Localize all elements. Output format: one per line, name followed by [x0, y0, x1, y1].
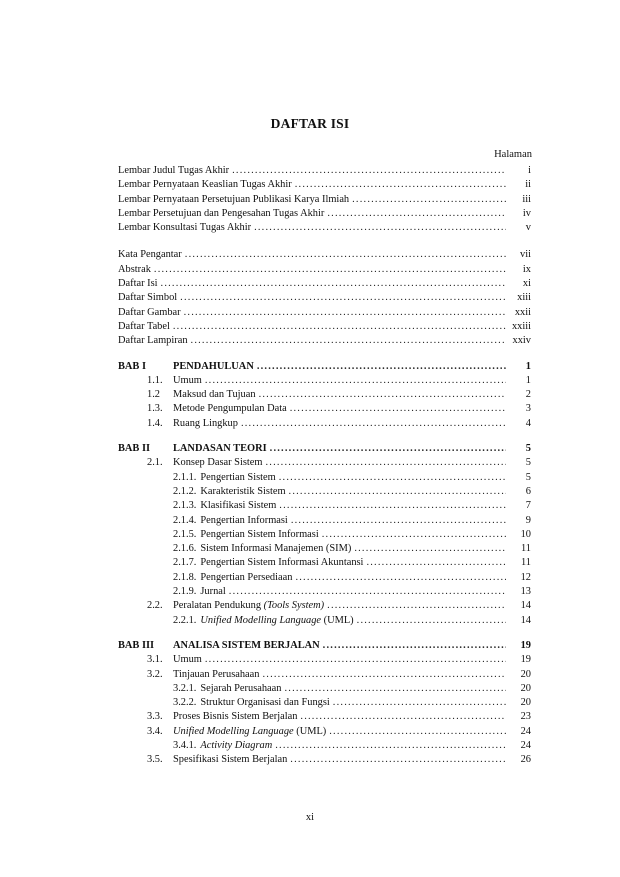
dot-leader — [173, 320, 506, 334]
toc-entry-label-text: Lembar Konsultasi Tugas Akhir — [118, 222, 252, 234]
toc-entry-label — [118, 248, 182, 262]
toc-entry-page: iv — [522, 207, 531, 219]
dot-leader — [366, 556, 506, 570]
toc-entry-label — [118, 306, 181, 320]
toc-entry-label — [173, 388, 256, 402]
toc-entry-label — [118, 193, 349, 207]
toc-entry-label-text: Umum — [173, 374, 202, 386]
toc-entry-page: ii — [525, 179, 531, 191]
toc-entry — [118, 291, 531, 305]
toc-entry-page: vii — [520, 249, 531, 261]
dot-leader — [295, 178, 506, 192]
toc-entry-number: 1.3. — [147, 403, 163, 415]
toc-entry-label-text: Pengertian Sistem Informasi — [200, 528, 319, 540]
toc-section-entry — [118, 614, 531, 628]
toc-entry-page: xi — [522, 278, 531, 290]
dot-leader — [279, 499, 506, 513]
toc-entry-label-text: Daftar Tabel — [118, 320, 170, 332]
toc-entry-label — [173, 639, 320, 653]
toc-entry-page: 20 — [520, 682, 531, 694]
toc-section-entry — [118, 388, 531, 402]
toc-entry-label-text: Pengertian Persediaan — [200, 571, 293, 583]
toc-entry-label — [173, 456, 262, 470]
toc-entry-number: 2.1.6. — [173, 543, 197, 555]
toc-section-entry — [118, 556, 531, 570]
dot-leader — [265, 456, 506, 470]
toc-entry-label-text: Pengertian Sistem — [200, 471, 276, 483]
toc-section-entry — [118, 528, 531, 542]
toc-entry-number: 3.5. — [147, 754, 163, 766]
dot-leader — [289, 485, 506, 499]
toc-entry-label-text: Metode Pengumpulan Data — [173, 403, 287, 415]
toc-entry-number: 3.1. — [147, 654, 163, 666]
toc-entry-label — [200, 614, 353, 628]
toc-entry-number: 3.2. — [147, 668, 163, 680]
dot-leader — [327, 207, 506, 221]
toc-entry-label-italic: Unified Modelling Language — [200, 614, 322, 626]
toc-entry — [118, 221, 531, 235]
toc-entry-label-text: Lembar Persetujuan dan Pengesahan Tugas Akhir — [118, 207, 325, 219]
toc-entry-label — [118, 291, 177, 305]
toc-section-entry — [118, 571, 531, 585]
toc-entry-number: 1.2 — [147, 389, 160, 401]
toc-entry-label — [200, 528, 318, 542]
dot-leader — [354, 542, 506, 556]
toc-chapter-heading — [118, 442, 531, 456]
toc-entry-number: 2.2. — [147, 600, 163, 612]
toc-entry-page: 19 — [520, 639, 531, 651]
toc-entry-label-text: Klasifikasi Sistem — [200, 500, 277, 512]
toc-entry-page: 23 — [520, 711, 531, 723]
toc-entry-label-italic: Activity Diagram — [200, 739, 273, 751]
toc-entry-label-text: Daftar Lampiran — [118, 335, 188, 347]
toc-entry — [118, 277, 531, 291]
toc-entry-number: 3.3. — [147, 711, 163, 723]
toc-entry-label — [173, 668, 259, 682]
toc-entry — [118, 320, 531, 334]
toc-entry-page: v — [525, 222, 531, 234]
toc-entry-label-text: Daftar Isi — [118, 278, 158, 290]
toc-entry-label-text: ANALISA SISTEM BERJALAN — [173, 639, 320, 651]
table-of-contents — [118, 164, 531, 768]
toc-section-entry — [118, 682, 531, 696]
toc-entry-number: 2.1.1. — [173, 471, 197, 483]
page-title: DAFTAR ISI — [270, 116, 350, 131]
toc-entry-label — [200, 499, 276, 513]
toc-entry-page: xxiv — [512, 335, 531, 347]
toc-entry-label-italic: Unified Modelling Language — [173, 725, 294, 737]
toc-entry-label-text: PENDAHULUAN — [173, 360, 254, 372]
toc-entry-page: iii — [522, 193, 531, 205]
dot-leader — [241, 417, 506, 431]
toc-entry-page: 2 — [525, 389, 531, 401]
toc-entry-page: xiii — [517, 292, 531, 304]
toc-entry-page: 24 — [520, 739, 531, 751]
toc-entry-label-text: Tinjauan Perusahaan — [173, 668, 260, 680]
toc-entry-label — [173, 599, 324, 613]
toc-entry-label — [200, 739, 272, 753]
toc-entry-label-text: Konsep Dasar Sistem — [173, 457, 263, 469]
dot-leader — [357, 614, 506, 628]
dot-leader — [262, 668, 506, 682]
toc-entry — [118, 306, 531, 320]
dot-leader — [229, 585, 506, 599]
toc-entry-page: 24 — [520, 725, 531, 737]
toc-entry-label-text: Peralatan Pendukung — [173, 600, 264, 612]
dot-leader — [259, 388, 506, 402]
toc-entry-number: 2.1.8. — [173, 571, 197, 583]
toc-entry-label — [200, 556, 363, 570]
toc-entry-page: 4 — [525, 417, 531, 429]
toc-entry-label-text: Proses Bisnis Sistem Berjalan — [173, 711, 298, 723]
toc-entry-label-text: Pengertian Sistem Informasi Akuntansi — [200, 557, 364, 569]
dot-leader — [257, 360, 506, 374]
toc-entry-label — [200, 485, 285, 499]
dot-leader — [184, 306, 506, 320]
toc-entry-page: 20 — [520, 697, 531, 709]
toc-entry-label — [173, 710, 297, 724]
toc-entry-label — [200, 514, 287, 528]
dot-leader — [291, 514, 506, 528]
toc-entry-label-text: Struktur Organisasi dan Fungsi — [200, 697, 330, 709]
dot-leader — [161, 277, 506, 291]
toc-entry — [118, 263, 531, 277]
toc-entry-number: 2.1.3. — [173, 500, 197, 512]
toc-section-entry — [118, 514, 531, 528]
toc-entry-label — [200, 682, 281, 696]
toc-section-entry — [118, 456, 531, 470]
toc-entry-label-text: Pengertian Informasi — [200, 514, 288, 526]
toc-section-entry — [118, 499, 531, 513]
toc-entry-label — [173, 417, 238, 431]
toc-entry-label — [200, 471, 275, 485]
toc-entry-label-text: Spesifikasi Sistem Berjalan — [173, 754, 288, 766]
toc-entry-number: 2.1.7. — [173, 557, 197, 569]
toc-entry-page: 7 — [525, 500, 531, 512]
toc-entry — [118, 207, 531, 221]
toc-entry-label-text: LANDASAN TEORI — [173, 443, 267, 455]
toc-entry-page: 3 — [525, 403, 531, 415]
dot-leader — [290, 753, 506, 767]
toc-entry-page: 26 — [520, 754, 531, 766]
toc-section-entry — [118, 374, 531, 388]
toc-entry-page: 11 — [520, 557, 531, 569]
toc-entry-page: ix — [522, 263, 531, 275]
toc-entry-label-text: Lembar Pernyataan Persetujuan Publikasi Karya Ilmiah — [118, 193, 350, 205]
toc-entry-page: xxii — [514, 306, 531, 318]
toc-entry-label — [173, 360, 254, 374]
dot-leader — [352, 193, 506, 207]
toc-entry-label-text: Abstrak — [118, 263, 151, 275]
dot-leader — [295, 571, 506, 585]
toc-entry-page: 1 — [525, 374, 531, 386]
toc-section-entry — [118, 402, 531, 416]
toc-section-entry — [118, 471, 531, 485]
toc-entry-label — [173, 442, 267, 456]
toc-entry — [118, 178, 531, 192]
toc-entry-label — [200, 571, 292, 585]
toc-entry-page: 19 — [520, 654, 531, 666]
toc-entry-number: 1.1. — [147, 374, 163, 386]
page-number-footer: xi — [305, 812, 315, 823]
toc-entry-label — [173, 653, 202, 667]
toc-entry-number: 3.2.1. — [173, 682, 197, 694]
dot-leader — [254, 221, 506, 235]
dot-leader — [300, 710, 506, 724]
toc-entry-label — [118, 263, 151, 277]
toc-entry-label — [118, 334, 188, 348]
dot-leader — [333, 696, 506, 710]
toc-entry — [118, 164, 531, 178]
toc-entry-label — [118, 207, 324, 221]
toc-section-entry — [118, 739, 531, 753]
toc-entry-label-text: Ruang Lingkup — [173, 417, 238, 429]
toc-entry-label-text: Umum — [173, 654, 202, 666]
dot-leader — [323, 639, 506, 653]
toc-entry-number: 2.1.9. — [173, 586, 197, 598]
toc-entry-page: 6 — [525, 485, 531, 497]
toc-entry-number: 3.4.1. — [173, 739, 197, 751]
toc-section-entry — [118, 585, 531, 599]
toc-entry-label — [118, 164, 229, 178]
toc-entry-label — [118, 320, 170, 334]
toc-chapter-heading — [118, 639, 531, 653]
dot-leader — [279, 471, 506, 485]
toc-section-entry — [118, 753, 531, 767]
toc-entry-label — [173, 725, 326, 739]
toc-entry — [118, 248, 531, 262]
toc-section-entry — [118, 668, 531, 682]
toc-entry-page: 20 — [520, 668, 531, 680]
toc-entry-label-text: Kata Pengantar — [118, 249, 182, 261]
toc-entry-page: 5 — [525, 471, 531, 483]
dot-leader — [327, 599, 506, 613]
toc-entry-number: 2.2.1. — [173, 614, 197, 626]
dot-leader — [205, 653, 506, 667]
toc-entry-page: 14 — [520, 600, 531, 612]
toc-entry-number: 2.1.4. — [173, 514, 197, 526]
toc-entry-label — [118, 221, 251, 235]
toc-entry-label-text: Lembar Pernyataan Keaslian Tugas Akhir — [118, 179, 292, 191]
toc-entry-page: 13 — [520, 586, 531, 598]
toc-entry-page: 14 — [520, 614, 531, 626]
toc-entry-number: 2.1.5. — [173, 528, 197, 540]
toc-entry — [118, 334, 531, 348]
dot-leader — [270, 442, 506, 456]
toc-entry-page: 11 — [520, 543, 531, 555]
toc-entry-page: 1 — [525, 360, 531, 372]
toc-section-entry — [118, 710, 531, 724]
toc-entry-label — [118, 277, 158, 291]
dot-leader — [185, 248, 506, 262]
toc-entry-label-text: Sejarah Perusahaan — [200, 682, 282, 694]
toc-entry-page: i — [528, 165, 531, 176]
toc-chapter-heading — [118, 360, 531, 374]
toc-entry-number: BAB III — [118, 639, 155, 651]
toc-section-entry — [118, 417, 531, 431]
toc-entry-label — [200, 696, 329, 710]
toc-entry-number: 2.1. — [147, 457, 163, 469]
dot-leader — [205, 374, 506, 388]
toc-entry-page: 12 — [520, 571, 531, 583]
toc-entry-label-text: Daftar Simbol — [118, 292, 178, 304]
page-column-header: Halaman — [494, 149, 532, 160]
dot-leader — [275, 739, 506, 753]
toc-entry-label-italic: (Tools System) — [263, 600, 325, 612]
dot-leader — [180, 291, 506, 305]
toc-entry-number: BAB II — [118, 443, 151, 455]
toc-section-entry — [118, 725, 531, 739]
dot-leader — [290, 402, 506, 416]
toc-entry-number: 2.1.2. — [173, 485, 197, 497]
toc-section-entry — [118, 696, 531, 710]
dot-leader — [284, 682, 506, 696]
toc-section-entry — [118, 542, 531, 556]
toc-entry-label — [173, 753, 287, 767]
toc-entry-label-text: Jurnal — [200, 586, 226, 598]
toc-entry-label-text: Maksud dan Tujuan — [173, 389, 256, 401]
toc-entry-label-suffix: (UML) — [321, 614, 354, 626]
toc-entry-label — [200, 542, 351, 556]
toc-section-entry — [118, 485, 531, 499]
toc-entry-label — [118, 178, 292, 192]
toc-entry-page: 5 — [525, 443, 531, 455]
toc-entry-label-suffix: (UML) — [293, 725, 327, 737]
toc-entry-page: 10 — [520, 528, 531, 540]
dot-leader — [329, 725, 506, 739]
toc-entry-label-text: Daftar Gambar — [118, 306, 181, 318]
toc-entry-number: 3.2.2. — [173, 697, 197, 709]
toc-entry-page: xxiii — [511, 320, 531, 332]
dot-leader — [322, 528, 506, 542]
toc-entry-page: 9 — [525, 514, 531, 526]
toc-entry-label-text: Lembar Judul Tugas Akhir — [118, 165, 230, 176]
toc-entry — [118, 193, 531, 207]
toc-entry-number: BAB I — [118, 360, 147, 372]
dot-leader — [154, 263, 506, 277]
toc-section-entry — [118, 599, 531, 613]
dot-leader — [191, 334, 506, 348]
toc-entry-number: 3.4. — [147, 725, 163, 737]
dot-leader — [232, 164, 506, 178]
toc-entry-label-text: Sistem Informasi Manajemen (SIM) — [200, 543, 352, 555]
toc-entry-label — [173, 402, 287, 416]
toc-section-entry — [118, 653, 531, 667]
toc-entry-number: 1.4. — [147, 417, 163, 429]
toc-entry-label — [200, 585, 225, 599]
toc-entry-page: 5 — [525, 457, 531, 469]
toc-entry-label-text: Karakteristik Sistem — [200, 485, 286, 497]
toc-entry-label — [173, 374, 202, 388]
